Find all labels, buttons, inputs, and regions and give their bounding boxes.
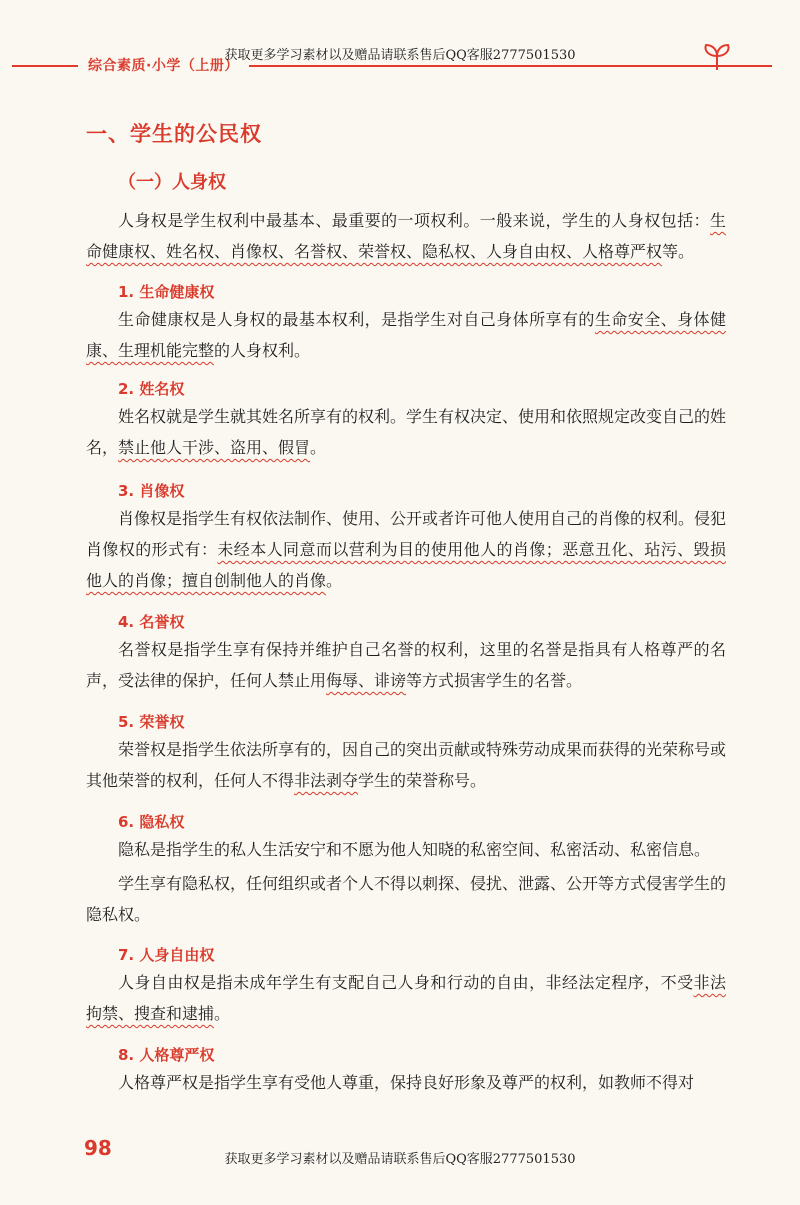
text-run: 人身权是学生权利中最基本、最重要的一项权利。一般来说，学生的人身权包括： [118, 211, 710, 230]
text-run: 学生的荣誉称号。 [358, 771, 487, 790]
subsection-title: （一）人身权 [118, 172, 226, 193]
paragraph-portrait [86, 503, 726, 596]
key-point: 生命安全、身体健康、生理机能完整 [86, 310, 726, 360]
text-run: 姓名权就是学生就其姓名所享有的权利。学生有权决定、使用和依照规定改变自己的姓名， [86, 407, 727, 457]
watermark-top: 获取更多学习素材以及赠品请联系售后QQ客服2777501530 [224, 48, 576, 63]
key-point: 侮辱、诽谤 [326, 671, 407, 690]
book-title: 综合素质·小学（上册） [78, 55, 249, 75]
key-point: 生命健康权、姓名权、肖像权、名誉权、荣誉权、隐私权、人身自由权、人格尊严权 [86, 211, 726, 261]
key-point: 未经本人同意而以营利为目的使用他人的肖像；恶意丑化、玷污、毁损他人的肖像；擅自创制他人的肖像 [86, 540, 726, 590]
paragraph-privacy-definition: 隐私是指学生的私人生活安宁和不愿为他人知晓的私密空间、私密活动、私密信息。 [118, 840, 711, 859]
paragraph-life-health [86, 304, 726, 366]
paragraph-honor [86, 734, 726, 796]
text-run: 。 [214, 1004, 231, 1023]
text-run: 生命健康权是人身权的最基本权利，是指学生对自己身体所享有的 [118, 310, 595, 329]
text-run: 等。 [662, 242, 695, 261]
heading-life-health: 1. 生命健康权 [118, 283, 215, 301]
heading-reputation: 4. 名誉权 [118, 613, 185, 631]
section-title: 一、学生的公民权 [86, 122, 262, 146]
heading-privacy: 6. 隐私权 [118, 813, 185, 831]
text-run: 。 [326, 571, 343, 590]
text-run: 名誉权是指学生享有保持并维护自己名誉的权利，这里的名誉是指具有人格尊严的名声，受法律的保护，任何人禁止用 [86, 640, 726, 690]
heading-name-right: 2. 姓名权 [118, 380, 185, 398]
paragraph-privacy-right: 学生享有隐私权，任何组织或者个人不得以刺探、侵扰、泄露、公开等方式侵害学生的隐私权。 [86, 874, 727, 924]
text-run: 的人身权利。 [214, 341, 311, 360]
text-run: 。 [310, 438, 327, 457]
text-run: 肖像权是指学生有权依法制作、使用、公开或者许可他人使用自己的肖像的权利。侵犯肖像权的形式有： [86, 509, 727, 559]
sprout-icon [700, 40, 734, 74]
watermark-bottom: 获取更多学习素材以及赠品请联系售后QQ客服2777501530 [224, 1152, 576, 1167]
paragraph-reputation [86, 634, 726, 696]
text-run: 等方式损害学生的名誉。 [406, 671, 583, 690]
heading-honor: 5. 荣誉权 [118, 713, 185, 731]
page-number: 98 [84, 1136, 112, 1160]
text-run: 人身自由权是指未成年学生有支配自己人身和行动的自由，非经法定程序，不受 [118, 973, 694, 992]
paragraph-personal-dignity: 人格尊严权是指学生享有受他人尊重，保持良好形象及尊严的权利，如教师不得对 [118, 1073, 695, 1092]
intro-paragraph [86, 205, 726, 267]
heading-personal-dignity: 8. 人格尊严权 [118, 1046, 215, 1064]
paragraph-name-right [86, 401, 726, 463]
heading-personal-freedom: 7. 人身自由权 [118, 946, 215, 964]
key-point: 非法剥夺 [294, 771, 359, 790]
paragraph-personal-freedom [86, 967, 726, 1029]
key-point: 非法拘禁、搜查和逮捕 [86, 973, 726, 1023]
key-point: 禁止他人干涉、盗用、假冒 [118, 438, 311, 457]
heading-portrait: 3. 肖像权 [118, 482, 185, 500]
text-run: 荣誉权是指学生依法所享有的，因自己的突出贡献或特殊劳动成果而获得的光荣称号或其他荣誉的权利，任何人不得 [86, 740, 727, 790]
